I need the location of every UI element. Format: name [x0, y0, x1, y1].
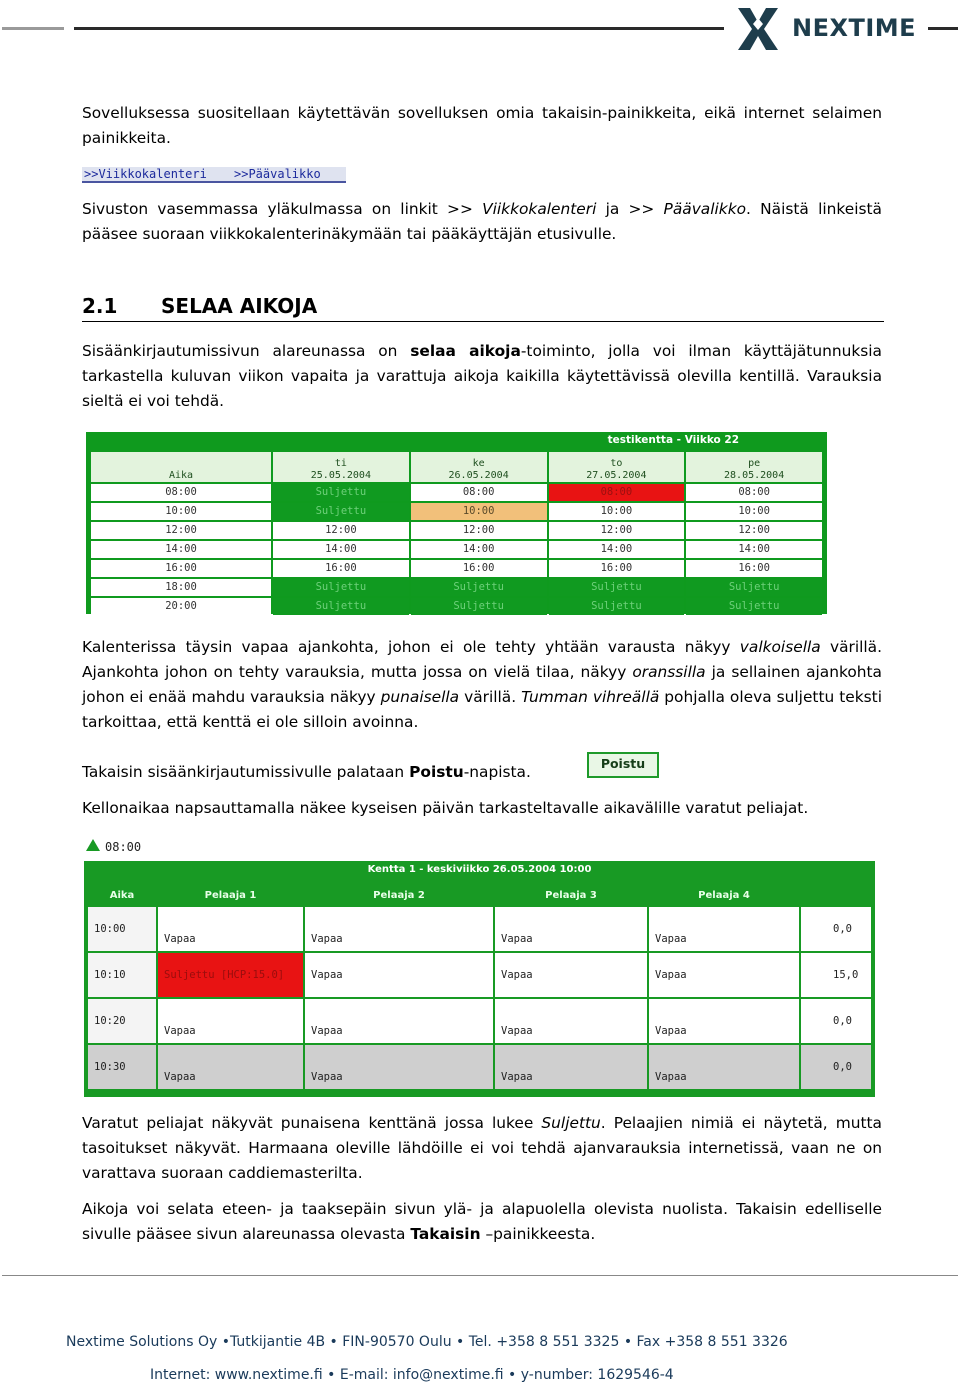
header-rule	[74, 27, 724, 30]
slot-closed: Suljettu	[273, 484, 409, 501]
player-slot: Vapaa	[495, 907, 647, 951]
previous-time-label[interactable]: 08:00	[105, 840, 142, 854]
day-row	[88, 907, 871, 951]
colors-paragraph: Kalenterissa täysin vapaa ajankohta, johon ei ole tehty yhtään varausta näkyy valkoisella värillä. Ajankohta johon on tehty varauksia, mutta jossa on vielä tilaa, näkyy oranssilla ja sellainen ajankohta johon ei enää mahdu varauksia näkyy punaisella värillä. Tumman vihreällä pohjalla oleva suljettu teksti tarkoittaa, että kenttä ei ole silloin avoinna.	[82, 638, 882, 731]
time-click-paragraph: Kellonaikaa napsauttamalla näkee kyseisen päivän tarkasteltavalle aikavälille varatut peliajat.	[82, 799, 809, 817]
slot-free[interactable]: 12:00	[273, 522, 409, 539]
player-slot: Vapaa	[305, 907, 493, 951]
logo-text: NEXTIME	[792, 14, 917, 42]
slot-free[interactable]: 14:00	[686, 541, 822, 558]
day-header-row	[88, 885, 871, 905]
slot-closed: Suljettu	[549, 579, 685, 596]
player-slot: Vapaa	[649, 907, 799, 951]
slot-free[interactable]: 12:00	[686, 522, 822, 539]
slot-full[interactable]: 08:00	[549, 484, 685, 501]
poistu-button[interactable]: Poistu	[587, 752, 659, 778]
player-slot-unavailable: Vapaa	[495, 1045, 647, 1089]
week-calendar	[86, 432, 827, 614]
footer-rule	[2, 1275, 958, 1276]
slot-free[interactable]: 08:00	[686, 484, 822, 501]
footer-address-text: Nextime Solutions Oy •Tutkijantie 4B • FIN-90570 Oulu • Tel. +358 8 551 3325 • Fax +358 8 551 3326	[66, 1334, 788, 1350]
time-header: Aika	[91, 452, 271, 482]
day-row	[88, 1045, 871, 1089]
navigation-paragraph: Aikoja voi selata eteen- ja taaksepäin sivun ylä- ja alapuolella olevista nuolista. Takaisin edelliselle sivulle pääsee sivun alareunassa olevasta Takaisin –painikkeesta.	[82, 1200, 882, 1243]
slot-closed: Suljettu	[686, 598, 822, 615]
time-link[interactable]: 14:00	[91, 541, 271, 558]
arrow-up-icon[interactable]	[86, 839, 100, 851]
slot-free[interactable]: 12:00	[411, 522, 547, 539]
day-header: ti 25.05.2004	[273, 452, 409, 482]
col-header: Pelaaja 3	[495, 885, 647, 905]
week-header-row	[91, 452, 822, 482]
col-header: Pelaaja 4	[649, 885, 799, 905]
slot-free[interactable]: 14:00	[549, 541, 685, 558]
player-slot-unavailable: Vapaa	[305, 1045, 493, 1089]
hcp-total: 0,0	[801, 999, 871, 1043]
week-row	[91, 598, 822, 615]
time-cell: 10:20	[88, 999, 156, 1043]
week-row	[91, 579, 822, 596]
section-title: SELAA AIKOJA	[161, 294, 318, 318]
slot-closed: Suljettu	[273, 579, 409, 596]
day-header: pe 28.05.2004	[686, 452, 822, 482]
poistu-paragraph: Takaisin sisäänkirjautumissivulle palataan Poistu-napista.	[82, 763, 531, 781]
link-viikkokalenteri[interactable]: >>Viikkokalenteri	[84, 167, 207, 181]
slot-free[interactable]: 10:00	[549, 503, 685, 520]
day-calendar-table	[86, 883, 873, 1091]
nav-link-bar	[82, 167, 346, 183]
player-slot: Vapaa	[649, 953, 799, 997]
previous-time-nav[interactable]	[86, 838, 156, 858]
hcp-total: 15,0	[801, 953, 871, 997]
time-link[interactable]: 12:00	[91, 522, 271, 539]
day-calendar	[84, 861, 875, 1097]
hcp-total: 0,0	[801, 1045, 871, 1089]
slot-free[interactable]: 08:00	[411, 484, 547, 501]
time-link[interactable]: 20:00	[91, 598, 271, 615]
day-row	[88, 999, 871, 1043]
slot-free[interactable]: 14:00	[273, 541, 409, 558]
col-header: Pelaaja 2	[305, 885, 493, 905]
booked-paragraph: Varatut peliajat näkyvät punaisena kenttänä jossa lukee Suljettu. Pelaajien nimiä ei näytetä, mutta tasoitukset näkyvät. Harmaana oleville lähdöille ei voi tehdä ajanvarauksia internetissä, vaan ne on varattava suoraan caddiemasterilta.	[82, 1114, 882, 1182]
slot-free[interactable]: 16:00	[411, 560, 547, 577]
day-calendar-title: Kentta 1 - keskiviikko 26.05.2004 10:00	[367, 864, 592, 875]
time-link[interactable]: 16:00	[91, 560, 271, 577]
header-rule-left	[2, 27, 64, 30]
link-paavalikko[interactable]: >>Päävalikko	[234, 167, 321, 181]
slot-partial[interactable]: 10:00	[411, 503, 547, 520]
week-row	[91, 522, 822, 539]
intro-paragraph: Sovelluksessa suositellaan käytettävän sovelluksen omia takaisin-painikkeita, eikä internet selaimen painikkeita.	[82, 104, 882, 147]
player-slot: Vapaa	[305, 999, 493, 1043]
selaa-aikoja-paragraph: Sisäänkirjautumissivun alareunassa on selaa aikoja-toiminto, jolla voi ilman käyttäjätunnuksia tarkastella kuluvan viikon vapaita ja varattuja aikoja kaikilla käytettävissä olevilla kentillä. Varauksia sieltä ei voi tehdä.	[82, 342, 882, 410]
slot-closed: Suljettu	[411, 579, 547, 596]
time-link[interactable]: 10:00	[91, 503, 271, 520]
player-slot: Vapaa	[495, 953, 647, 997]
hcp-total: 0,0	[801, 907, 871, 951]
slot-free[interactable]: 16:00	[686, 560, 822, 577]
week-row	[91, 560, 822, 577]
player-slot-unavailable: Vapaa	[158, 1045, 303, 1089]
player-slot: Vapaa	[158, 999, 303, 1043]
player-slot: Vapaa	[649, 999, 799, 1043]
slot-free[interactable]: 14:00	[411, 541, 547, 558]
day-row	[88, 953, 871, 997]
player-slot: Vapaa	[305, 953, 493, 997]
section-number: 2.1	[82, 294, 118, 318]
time-cell: 10:00	[88, 907, 156, 951]
player-slot-booked: Suljettu [HCP:15.0]	[158, 953, 303, 997]
footer-contact-text: Internet: www.nextime.fi • E-mail: info@nextime.fi • y-number: 1629546-4	[150, 1367, 674, 1383]
day-header: ke 26.05.2004	[411, 452, 547, 482]
slot-closed: Suljettu	[686, 579, 822, 596]
slot-free[interactable]: 10:00	[686, 503, 822, 520]
time-link[interactable]: 08:00	[91, 484, 271, 501]
col-header	[801, 885, 871, 905]
slot-free[interactable]: 16:00	[549, 560, 685, 577]
week-calendar-table	[89, 450, 824, 617]
time-cell: 10:10	[88, 953, 156, 997]
col-header: Aika	[88, 885, 156, 905]
col-header: Pelaaja 1	[158, 885, 303, 905]
week-row	[91, 484, 822, 501]
week-calendar-title: testikentta - Viikko 22	[607, 434, 739, 446]
section-heading	[82, 292, 884, 322]
player-slot: Vapaa	[495, 999, 647, 1043]
slot-closed: Suljettu	[411, 598, 547, 615]
links-paragraph: Sivuston vasemmassa yläkulmassa on linkit >> Viikkokalenteri ja >> Päävalikko. Näistä linkeistä pääsee suoraan viikkokalenterinäkymään tai pääkäyttäjän etusivulle.	[82, 200, 882, 243]
time-cell: 10:30	[88, 1045, 156, 1089]
slot-closed: Suljettu	[273, 598, 409, 615]
player-slot: Vapaa	[158, 907, 303, 951]
day-header: to 27.05.2004	[549, 452, 685, 482]
slot-free[interactable]: 12:00	[549, 522, 685, 539]
player-slot-unavailable: Vapaa	[649, 1045, 799, 1089]
time-link[interactable]: 18:00	[91, 579, 271, 596]
week-row	[91, 503, 822, 520]
week-row	[91, 541, 822, 558]
slot-closed: Suljettu	[273, 503, 409, 520]
slot-free[interactable]: 16:00	[273, 560, 409, 577]
slot-closed: Suljettu	[549, 598, 685, 615]
